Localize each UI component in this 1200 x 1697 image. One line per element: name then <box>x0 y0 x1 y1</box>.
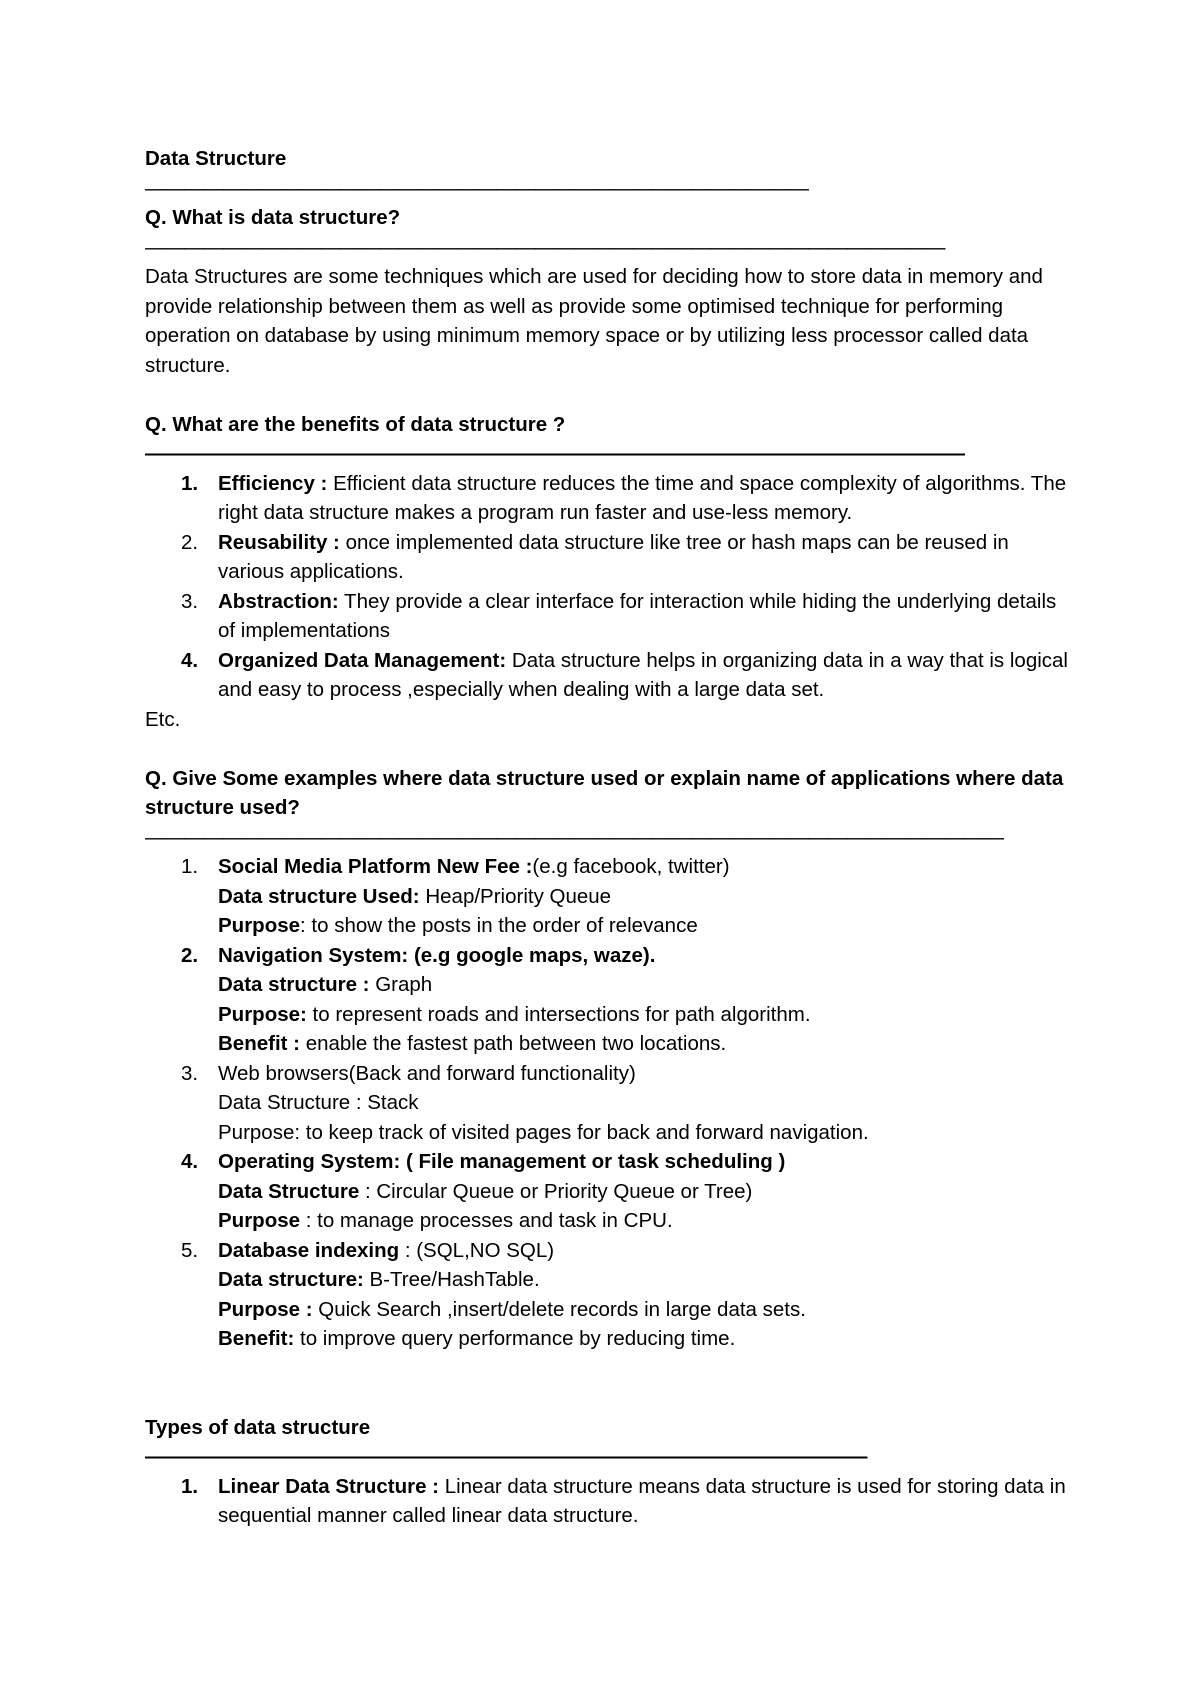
list-number: 5. <box>181 1238 199 1262</box>
list-item <box>145 469 1075 528</box>
item-text: once implemented data structure like tree or hash maps can be reused in various applications. <box>218 530 1009 583</box>
list-number: 4. <box>181 1150 199 1173</box>
example-line <box>218 1236 1075 1266</box>
example-label: Benefit : <box>218 1032 300 1055</box>
example-line <box>218 1295 1075 1325</box>
question-heading-2: Q. What are the benefits of data structure ? <box>145 412 566 436</box>
example-label: Purpose <box>218 1209 301 1232</box>
example-line <box>218 882 1075 912</box>
example-line <box>218 1029 1075 1059</box>
list-item <box>145 852 1075 941</box>
item-text: Linear data structure means data structure is used for storing data in sequential manner called linear data structure. <box>218 1474 1066 1527</box>
question-heading-1: Q. What is data structure? <box>145 206 401 229</box>
example-text: enable the fastest path between two locations. <box>300 1032 727 1055</box>
example-label: Data structure Used: <box>218 884 420 908</box>
example-label: Purpose <box>218 914 301 937</box>
example-text: Heap/Priority Queue <box>419 884 612 908</box>
example-label: Purpose : <box>218 1297 313 1321</box>
example-line <box>218 1324 1075 1354</box>
example-label: Operating System: ( File management or task scheduling ) <box>218 1150 786 1173</box>
types-list <box>145 1472 1075 1531</box>
example-line <box>218 1177 1075 1207</box>
example-label: Data structure: <box>218 1268 364 1291</box>
etc-text: Etc. <box>145 707 181 731</box>
item-text: Efficient data structure reduces the time and space complexity of algorithms. The right data structure makes a program run faster and use-less memory. <box>218 471 1067 524</box>
list-number: 2. <box>181 943 199 967</box>
list-number: 1. <box>181 1474 199 1498</box>
example-line: Data Structure : Stack <box>218 1091 419 1114</box>
example-line <box>218 1265 1075 1295</box>
list-number: 1. <box>181 471 199 495</box>
list-item <box>145 528 1075 587</box>
example-line <box>218 970 1075 1000</box>
divider-rule: —————————————————————————————————— <box>145 176 808 200</box>
divider-rule: ————————————————————————————————————— <box>145 1445 867 1468</box>
item-label: Reusability : <box>218 530 340 554</box>
list-item <box>145 1059 1075 1148</box>
example-text: : (SQL,NO SQL) <box>399 1238 555 1262</box>
item-text: They provide a clear interface for interaction while hiding the underlying details of implementations <box>218 589 1057 642</box>
list-item <box>145 1472 1075 1531</box>
divider-rule: ————————————————————————————————————————— <box>145 235 945 259</box>
divider-rule: ———————————————————————————————————————————— <box>145 825 1003 849</box>
example-label: Benefit: <box>218 1327 295 1350</box>
example-line <box>218 941 1075 971</box>
divider-rule: —————————————————————————————————————————— <box>145 442 964 465</box>
example-line <box>218 1206 1075 1236</box>
example-text: to represent roads and intersections for path algorithm. <box>306 1002 811 1026</box>
examples-list <box>145 852 1075 1354</box>
example-label: Social Media Platform New Fee : <box>218 855 533 878</box>
example-line: Web browsers(Back and forward functionality) <box>218 1061 636 1085</box>
document-body <box>145 144 1075 1531</box>
list-item <box>145 1236 1075 1354</box>
example-label: Purpose: <box>218 1002 307 1026</box>
example-label: Database indexing <box>218 1238 400 1262</box>
example-line <box>218 1000 1075 1030</box>
example-label: Data Structure <box>218 1179 360 1203</box>
list-item <box>145 587 1075 646</box>
example-text: (e.g facebook, twitter) <box>532 855 730 878</box>
example-line <box>218 852 1075 882</box>
list-item <box>145 1147 1075 1236</box>
item-label: Abstraction: <box>218 589 339 613</box>
item-text: Data structure helps in organizing data in a way that is logical and easy to process ,especially when dealing with a large data set. <box>218 648 1068 701</box>
question-heading-3: Q. Give Some examples where data structure used or explain name of applications where data structure used? <box>145 766 1064 819</box>
list-number: 4. <box>181 648 199 672</box>
example-text: B-Tree/HashTable. <box>363 1268 540 1291</box>
list-number: 3. <box>181 1061 199 1085</box>
example-text: : to show the posts in the order of relevance <box>300 914 698 937</box>
item-label: Efficiency : <box>218 471 328 495</box>
example-text: to improve query performance by reducing time. <box>294 1327 736 1350</box>
example-text: Graph <box>369 973 433 996</box>
document-title: Data Structure <box>145 147 287 170</box>
list-number: 1. <box>181 855 199 878</box>
list-item <box>145 646 1075 705</box>
example-line <box>218 1147 1075 1177</box>
list-number: 3. <box>181 589 199 613</box>
example-label: Navigation System: (e.g google maps, waze). <box>218 943 656 967</box>
example-text: : Circular Queue or Priority Queue or Tree) <box>359 1179 753 1203</box>
list-number: 2. <box>181 530 199 554</box>
list-item <box>145 941 1075 1059</box>
example-line: Purpose: to keep track of visited pages for back and forward navigation. <box>218 1120 869 1144</box>
benefits-list <box>145 469 1075 705</box>
section-heading-types: Types of data structure <box>145 1415 371 1439</box>
example-line <box>218 911 1075 941</box>
example-label: Data structure : <box>218 973 370 996</box>
example-text: Quick Search ,insert/delete records in large data sets. <box>312 1297 806 1321</box>
answer-paragraph-1: Data Structures are some techniques which are used for deciding how to store data in memory and provide relationship between them as well as provide some optimised technique for performing operation on database by using minimum memory space or by utilizing less processor called data structure. <box>145 265 1043 377</box>
example-text: : to manage processes and task in CPU. <box>300 1209 673 1232</box>
item-label: Linear Data Structure : <box>218 1474 439 1498</box>
item-label: Organized Data Management: <box>218 648 507 672</box>
